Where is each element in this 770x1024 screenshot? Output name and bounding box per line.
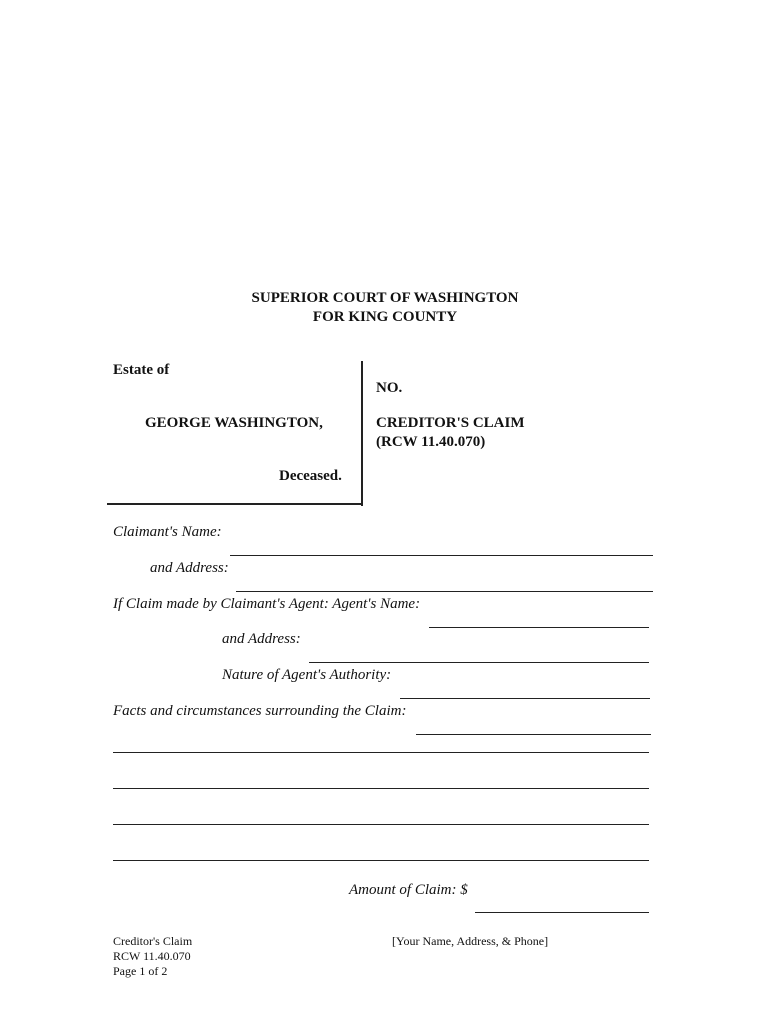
facts-continuation-line-1[interactable] xyxy=(113,752,649,753)
document-title: CREDITOR'S CLAIM xyxy=(376,415,525,431)
agent-authority-label: Nature of Agent's Authority: xyxy=(222,667,392,683)
footer-page-number: Page 1 of 2 xyxy=(113,964,168,978)
case-number-label: NO. xyxy=(376,380,403,396)
court-county: FOR KING COUNTY xyxy=(312,309,458,325)
court-name: SUPERIOR COURT OF WASHINGTON xyxy=(251,290,519,306)
caption-divider-vertical xyxy=(361,361,363,506)
footer-doc-title: Creditor's Claim xyxy=(113,934,193,948)
agent-authority-field[interactable] xyxy=(400,682,650,699)
footer-left xyxy=(113,934,192,979)
facts-continuation-line-3[interactable] xyxy=(113,824,649,825)
amount-field[interactable] xyxy=(475,896,649,913)
footer-contact-placeholder: [Your Name, Address, & Phone] xyxy=(392,934,549,948)
agent-address-field[interactable] xyxy=(309,646,649,663)
claimant-name-label: Claimant's Name: xyxy=(113,524,222,540)
agent-name-label: If Claim made by Claimant's Agent: Agent's Name: xyxy=(113,596,421,612)
amount-label: Amount of Claim: $ xyxy=(349,882,468,898)
facts-continuation-line-4[interactable] xyxy=(113,860,649,861)
claimant-address-field[interactable] xyxy=(236,575,653,592)
claimant-name-field[interactable] xyxy=(230,539,653,556)
decedent-name: GEORGE WASHINGTON, xyxy=(145,415,323,431)
estate-of-label: Estate of xyxy=(113,362,170,378)
claimant-address-label: and Address: xyxy=(150,560,229,576)
agent-address-label: and Address: xyxy=(222,631,301,647)
deceased-label: Deceased. xyxy=(279,468,342,484)
facts-label: Facts and circumstances surrounding the Claim: xyxy=(113,703,407,719)
footer-statute: RCW 11.40.070 xyxy=(113,949,191,963)
agent-name-field[interactable] xyxy=(429,611,649,628)
facts-field[interactable] xyxy=(416,718,651,735)
caption-divider-horizontal xyxy=(107,503,363,505)
facts-continuation-line-2[interactable] xyxy=(113,788,649,789)
document-statute: (RCW 11.40.070) xyxy=(376,434,486,450)
